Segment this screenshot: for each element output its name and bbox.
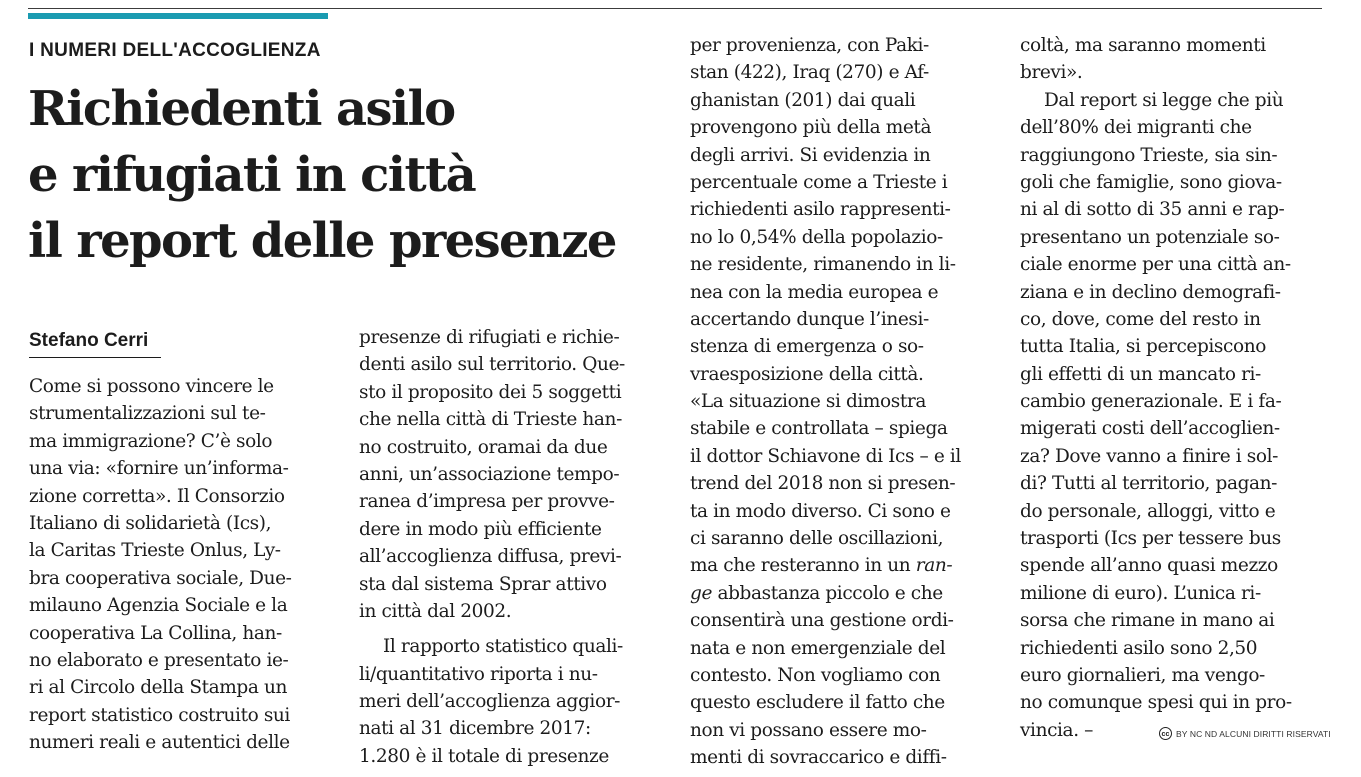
text-line: stenza di emergenza o so-: [690, 336, 924, 358]
text-line: milauno Agenzia Sociale e la: [29, 595, 288, 617]
text-line: cambio generazionale. E i fa-: [1020, 391, 1282, 413]
text-line: non vi possano essere mo-: [690, 719, 927, 741]
text-line: ghanistan (201) dai quali: [690, 89, 916, 111]
text-line: gli effetti di un mancato ri-: [1020, 363, 1261, 385]
text-line: richiedenti asilo rappresenti-: [690, 199, 951, 221]
text-line: migerati costi dell’accoglien-: [1020, 418, 1280, 440]
text-line: no costruito, oramai da due: [359, 436, 608, 458]
text-line: co, dove, come del resto in: [1020, 308, 1261, 330]
section-accent-bar: [28, 13, 328, 19]
text-line: «La situazione si dimostra: [690, 391, 926, 413]
text-line: provengono più della metà: [690, 117, 932, 139]
text-line: cooperativa La Collina, han-: [29, 622, 282, 644]
text-line: ta in modo diverso. Ci sono e: [690, 500, 951, 522]
text-line: do personale, alloggi, vitto e: [1020, 500, 1276, 522]
text-line: una via: «fornire un’informa-: [29, 458, 289, 480]
text-line: strumentalizzazioni sul te-: [29, 403, 266, 425]
text-line: li/quantitativo riporta i nu-: [359, 663, 598, 685]
text-line: ziana e in declino demografi-: [1020, 281, 1281, 303]
creative-commons-icon: cc: [1159, 727, 1172, 740]
text-line: ni al di sotto di 35 anni e rap-: [1020, 199, 1285, 221]
text-line: all’accoglienza diffusa, previ-: [359, 546, 622, 568]
text-line: ci saranno delle oscillazioni,: [690, 528, 944, 550]
italic-word: ran-: [915, 555, 953, 577]
italic-word: ge: [690, 582, 712, 604]
text-line: report statistico costruito sui: [29, 704, 290, 726]
text-line: euro giornalieri, ma vengo-: [1020, 664, 1265, 686]
text-line: milione di euro). L’unica ri-: [1020, 582, 1261, 604]
text-line: sorsa che rimane in mano ai: [1020, 610, 1275, 632]
text-line: Italiano di solidarietà (Ics),: [29, 512, 272, 534]
text-line: no lo 0,54% della popolazio-: [690, 226, 943, 248]
article-column-1: [29, 373, 329, 756]
text-line: tutta Italia, si percepiscono: [1020, 336, 1266, 358]
text-line: raggiungono Trieste, sia sin-: [1020, 144, 1278, 166]
text-line: trasporti (Ics per tessere bus: [1020, 528, 1281, 550]
text-line: goli che famiglie, sono giova-: [1020, 171, 1282, 193]
headline-line: il report delle presenze: [28, 213, 616, 269]
text-line: za? Dove vanno a finire i sol-: [1020, 445, 1278, 467]
text-line: bra cooperativa sociale, Due-: [29, 567, 292, 589]
text-line: anni, un’associazione tempo-: [359, 463, 620, 485]
text-line: nati al 31 dicembre 2017:: [359, 718, 591, 740]
text-line: percentuale come a Trieste i: [690, 171, 948, 193]
license-footer: [1159, 727, 1331, 740]
article-column-4: [1020, 32, 1320, 744]
text-line: Come si possono vincere le: [29, 376, 274, 397]
text-line: che nella città di Trieste han-: [359, 409, 622, 431]
article-column-2: [359, 324, 659, 770]
text-line: dere in modo più efficiente: [359, 518, 602, 540]
article-column-3: [690, 32, 990, 772]
text-line: consentirà una gestione ordi-: [690, 610, 954, 632]
text-line: numeri reali e autentici delle: [29, 732, 290, 754]
text-line: nea con la media europea e: [690, 281, 939, 303]
text-segment: ma che resteranno in un: [690, 555, 916, 577]
text-line: ciale enorme per una città an-: [1020, 254, 1291, 276]
text-line: il dottor Schiavone di Ics – e il: [690, 445, 961, 467]
text-line: degli arrivi. Si evidenzia in: [690, 144, 931, 166]
section-kicker: I NUMERI DELL'ACCOGLIENZA: [29, 40, 321, 61]
license-text: BY NC ND ALCUNI DIRITTI RISERVATI: [1176, 728, 1331, 739]
text-line: sto il proposito dei 5 soggetti: [359, 381, 622, 403]
text-line: ne residente, rimanendo in li-: [690, 254, 956, 276]
text-line: 1.280 è il totale di presenze: [359, 745, 609, 767]
text-line: richiedenti asilo sono 2,50: [1020, 637, 1258, 659]
text-line: ranea d’impresa per provve-: [359, 491, 615, 513]
headline-line: Richiedenti asilo: [28, 81, 455, 137]
text-line: [690, 552, 990, 579]
text-line: coltà, ma saranno momenti: [1020, 35, 1266, 56]
text-line: in città dal 2002.: [359, 600, 512, 622]
text-segment: abbastanza piccolo e che: [712, 582, 943, 604]
text-line: no comunque spesi qui in pro-: [1020, 692, 1292, 714]
text-line: la Caritas Trieste Onlus, Ly-: [29, 540, 281, 562]
text-line: menti di sovraccarico e diffi-: [690, 747, 947, 769]
text-line: vincia. –: [1020, 719, 1094, 741]
text-line: stabile e controllata – spiega: [690, 418, 948, 440]
text-line: [690, 580, 990, 607]
headline-line: e rifugiati in città: [28, 147, 476, 203]
text-line: no elaborato e presentato ie-: [29, 649, 289, 671]
text-line: ri al Circolo della Stampa un: [29, 677, 288, 699]
text-line: ma immigrazione? C’è solo: [29, 430, 273, 452]
text-line: questo escludere il fatto che: [690, 692, 945, 714]
text-line: brevi».: [1020, 62, 1083, 84]
author-byline: Stefano Cerri: [29, 330, 149, 351]
text-line: per provenienza, con Paki-: [690, 35, 929, 56]
top-rule: [28, 8, 1322, 9]
text-line: denti asilo sul territorio. Que-: [359, 354, 625, 376]
text-line: contesto. Non vogliamo con: [690, 664, 941, 686]
text-line: presenze di rifugiati e richie-: [359, 327, 620, 348]
text-line: Dal report si legge che più: [1044, 89, 1284, 111]
text-line: nata e non emergenziale del: [690, 637, 946, 659]
headline: [28, 76, 616, 274]
text-line: accertando dunque l’inesi-: [690, 308, 929, 330]
byline-underline: [29, 357, 161, 358]
text-line: dell’80% dei migranti che: [1020, 117, 1252, 139]
text-line: vraesposizione della città.: [690, 363, 924, 385]
text-line: zione corretta». Il Consorzio: [29, 485, 285, 507]
text-line: meri dell’accoglienza aggior-: [359, 691, 620, 713]
text-line: di? Tutti al territorio, pagan-: [1020, 473, 1278, 495]
text-line: stan (422), Iraq (270) e Af-: [690, 62, 929, 84]
text-line: spende all’anno quasi mezzo: [1020, 555, 1278, 577]
text-line: sta dal sistema Sprar attivo: [359, 573, 607, 595]
text-line: trend del 2018 non si presen-: [690, 473, 956, 495]
text-line: presentano un potenziale so-: [1020, 226, 1280, 248]
text-line: Il rapporto statistico quali-: [383, 636, 623, 658]
